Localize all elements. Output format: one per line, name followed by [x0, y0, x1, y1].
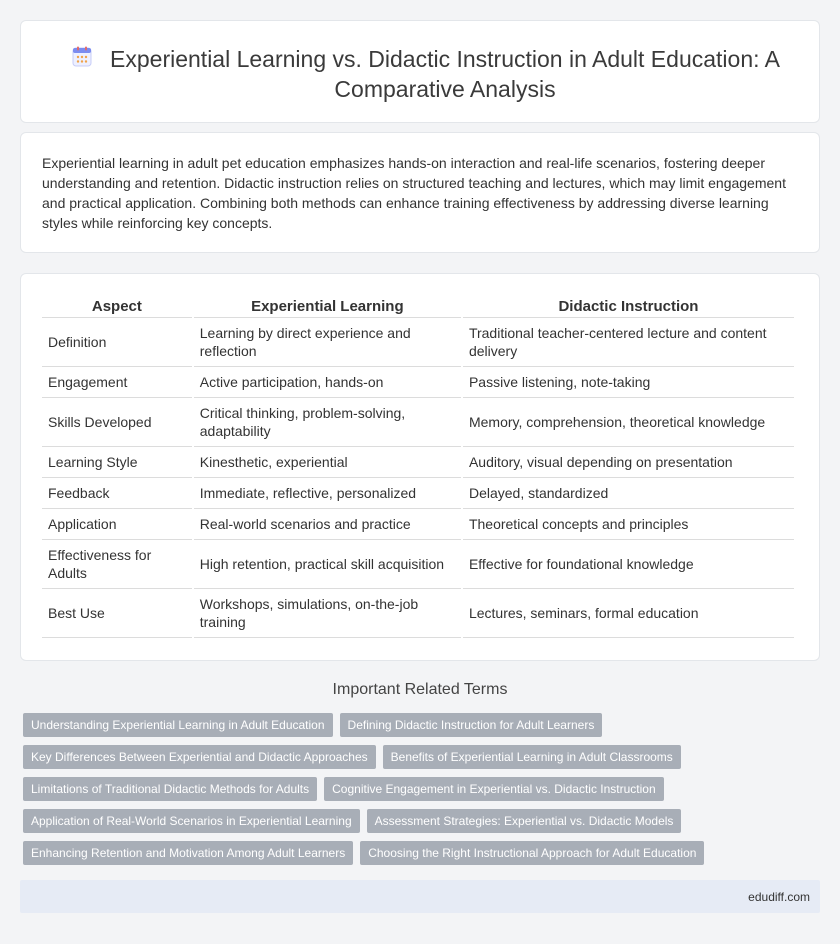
- row-experiential: Immediate, reflective, personalized: [194, 478, 461, 509]
- comparison-card: [20, 273, 820, 661]
- row-experiential: Workshops, simulations, on-the-job training: [194, 589, 461, 638]
- footer-site-name[interactable]: edudiff.com: [748, 890, 810, 904]
- row-experiential: High retention, practical skill acquisition: [194, 540, 461, 589]
- row-experiential: Active participation, hands-on: [194, 367, 461, 398]
- page-title: Experiential Learning vs. Didactic Instruction in Adult Education: A Comparative Analysis: [110, 46, 780, 102]
- related-term-tag[interactable]: Limitations of Traditional Didactic Methods for Adults: [23, 777, 317, 801]
- intro-paragraph: Experiential learning in adult pet education emphasizes hands-on interaction and real-life scenarios, fostering deeper understanding and retention. Didactic instruction relies on structured teaching and lectures, which may limit engagement and practical application. Combining both methods can enhance training effectiveness by addressing diverse learning styles while reinforcing key concepts.: [42, 155, 786, 231]
- title-card: [20, 20, 820, 123]
- row-experiential: Kinesthetic, experiential: [194, 447, 461, 478]
- row-didactic: Traditional teacher-centered lecture and content delivery: [463, 318, 794, 367]
- related-term-tag[interactable]: Understanding Experiential Learning in Adult Education: [23, 713, 333, 737]
- row-didactic: Lectures, seminars, formal education: [463, 589, 794, 638]
- row-aspect: Best Use: [42, 589, 192, 638]
- row-didactic: Passive listening, note-taking: [463, 367, 794, 398]
- related-term-tag[interactable]: Enhancing Retention and Motivation Among Adult Learners: [23, 841, 353, 865]
- header-experiential: Experiential Learning: [194, 296, 461, 318]
- related-term-tag[interactable]: Choosing the Right Instructional Approach for Adult Education: [360, 841, 704, 865]
- row-experiential: Critical thinking, problem-solving, adaptability: [194, 398, 461, 447]
- table-row: [42, 589, 794, 638]
- row-experiential: Real-world scenarios and practice: [194, 509, 461, 540]
- row-aspect: Engagement: [42, 367, 192, 398]
- table-row: [42, 398, 794, 447]
- related-terms-list: [23, 713, 823, 873]
- related-term-tag[interactable]: Assessment Strategies: Experiential vs. Didactic Models: [367, 809, 682, 833]
- table-row: [42, 318, 794, 367]
- related-term-tag[interactable]: Cognitive Engagement in Experiential vs. Didactic Instruction: [324, 777, 664, 801]
- related-term-tag[interactable]: Key Differences Between Experiential and Didactic Approaches: [23, 745, 376, 769]
- header-didactic: Didactic Instruction: [463, 296, 794, 318]
- row-didactic: Theoretical concepts and principles: [463, 509, 794, 540]
- table-row: [42, 367, 794, 398]
- related-term-tag[interactable]: Application of Real-World Scenarios in Experiential Learning: [23, 809, 360, 833]
- row-aspect: Feedback: [42, 478, 192, 509]
- row-didactic: Effective for foundational knowledge: [463, 540, 794, 589]
- related-term-tag[interactable]: Benefits of Experiential Learning in Adult Classrooms: [383, 745, 681, 769]
- row-didactic: Memory, comprehension, theoretical knowledge: [463, 398, 794, 447]
- table-header-row: [42, 296, 794, 318]
- row-aspect: Effectiveness for Adults: [42, 540, 192, 589]
- header-aspect: Aspect: [42, 296, 192, 318]
- row-aspect: Learning Style: [42, 447, 192, 478]
- comparison-table: [40, 296, 796, 638]
- row-experiential: Learning by direct experience and reflection: [194, 318, 461, 367]
- row-aspect: Application: [42, 509, 192, 540]
- row-didactic: Delayed, standardized: [463, 478, 794, 509]
- table-row: [42, 509, 794, 540]
- table-row: [42, 478, 794, 509]
- table-row: [42, 540, 794, 589]
- row-aspect: Skills Developed: [42, 398, 192, 447]
- related-terms-heading: Important Related Terms: [332, 681, 508, 698]
- row-didactic: Auditory, visual depending on presentation: [463, 447, 794, 478]
- intro-card: [20, 132, 820, 253]
- table-row: [42, 447, 794, 478]
- related-term-tag[interactable]: Defining Didactic Instruction for Adult Learners: [340, 713, 603, 737]
- footer-bar: [20, 880, 820, 913]
- row-aspect: Definition: [42, 318, 192, 367]
